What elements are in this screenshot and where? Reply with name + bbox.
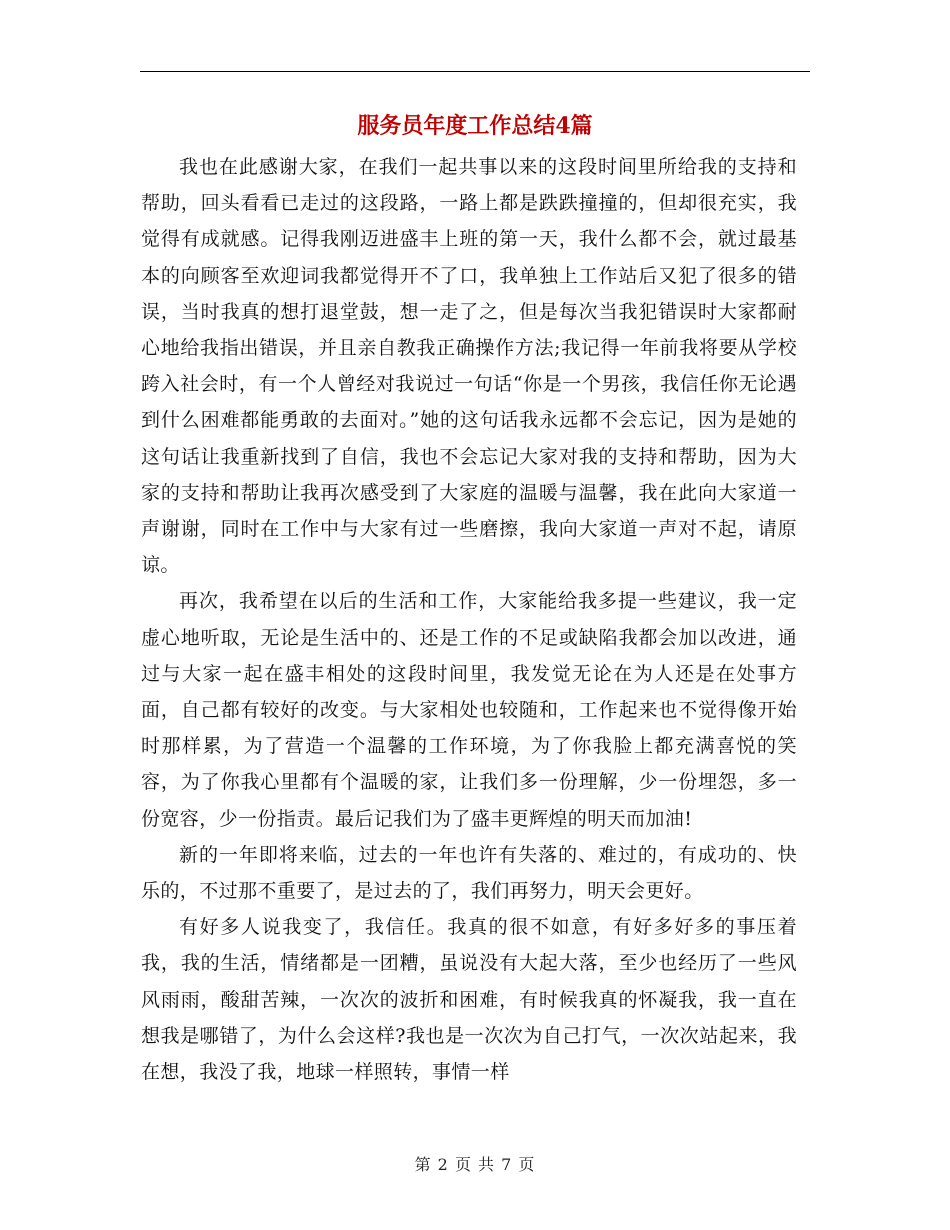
- paragraph-4: 有好多人说我变了，我信任。我真的很不如意，有好多好多的事压着我，我的生活，情绪都是一团糟，虽说没有大起大落，至少也经历了一些风风雨雨，酸甜苦辣，一次次的波折和困难，有时候我真的怀凝我，我一直在想我是哪错了，为什么会这样?我也是一次次为自己打气，一次次站起来，我在想，我没了我，地球一样照转，事情一样: [141, 916, 797, 1084]
- document-title: 服务员年度工作总结4篇: [357, 113, 593, 139]
- paragraph-2: 再次，我希望在以后的生活和工作，大家能给我多提一些建议，我一定虚心地听取，无论是生活中的、还是工作的不足或缺陷我都会加以改进，通过与大家一起在盛丰相处的这段时间里，我发觉无论在为人还是在处事方面，自己都有较好的改变。与大家相处也较随和，工作起来也不觉得像开始时那样累，为了营造一个温馨的工作环境，为了你我脸上都充满喜悦的笑容，为了你我心里都有个温暖的家，让我们多一份理解，少一份埋怨，多一份宽容，少一份指责。最后记我们为了盛丰更辉煌的明天而加油!: [141, 590, 797, 830]
- header-rule: [140, 71, 810, 72]
- document-body: [141, 149, 797, 1090]
- page-number: 第 2 页 共 7 页: [414, 1155, 536, 1174]
- paragraph-1: 我也在此感谢大家，在我们一起共事以来的这段时间里所给我的支持和帮助，回头看看已走过的这段路，一路上都是跌跌撞撞的，但却很充实，我觉得有成就感。记得我刚迈进盛丰上班的第一天，我什么都不会，就过最基本的向顾客至欢迎词我都觉得开不了口，我单独上工作站后又犯了很多的错误，当时我真的想打退堂鼓，想一走了之，但是每次当我犯错误时大家都耐心地给我指出错误，并且亲自教我正确操作方法;我记得一年前我将要从学校跨入社会时，有一个人曾经对我说过一句话“你是一个男孩，我信任你无论遇到什么困难都能勇敢的去面对。”她的这句话我永远都不会忘记，因为是她的这句话让我重新找到了自信，我也不会忘记大家对我的支持和帮助，因为大家的支持和帮助让我再次感受到了大家庭的温暖与温馨，我在此向大家道一声谢谢，同时在工作中与大家有过一些磨擦，我向大家道一声对不起，请原谅。: [141, 156, 797, 577]
- paragraph-3: 新的一年即将来临，过去的一年也许有失落的、难过的，有成功的、快乐的，不过那不重要了，是过去的了，我们再努力，明天会更好。: [141, 843, 797, 903]
